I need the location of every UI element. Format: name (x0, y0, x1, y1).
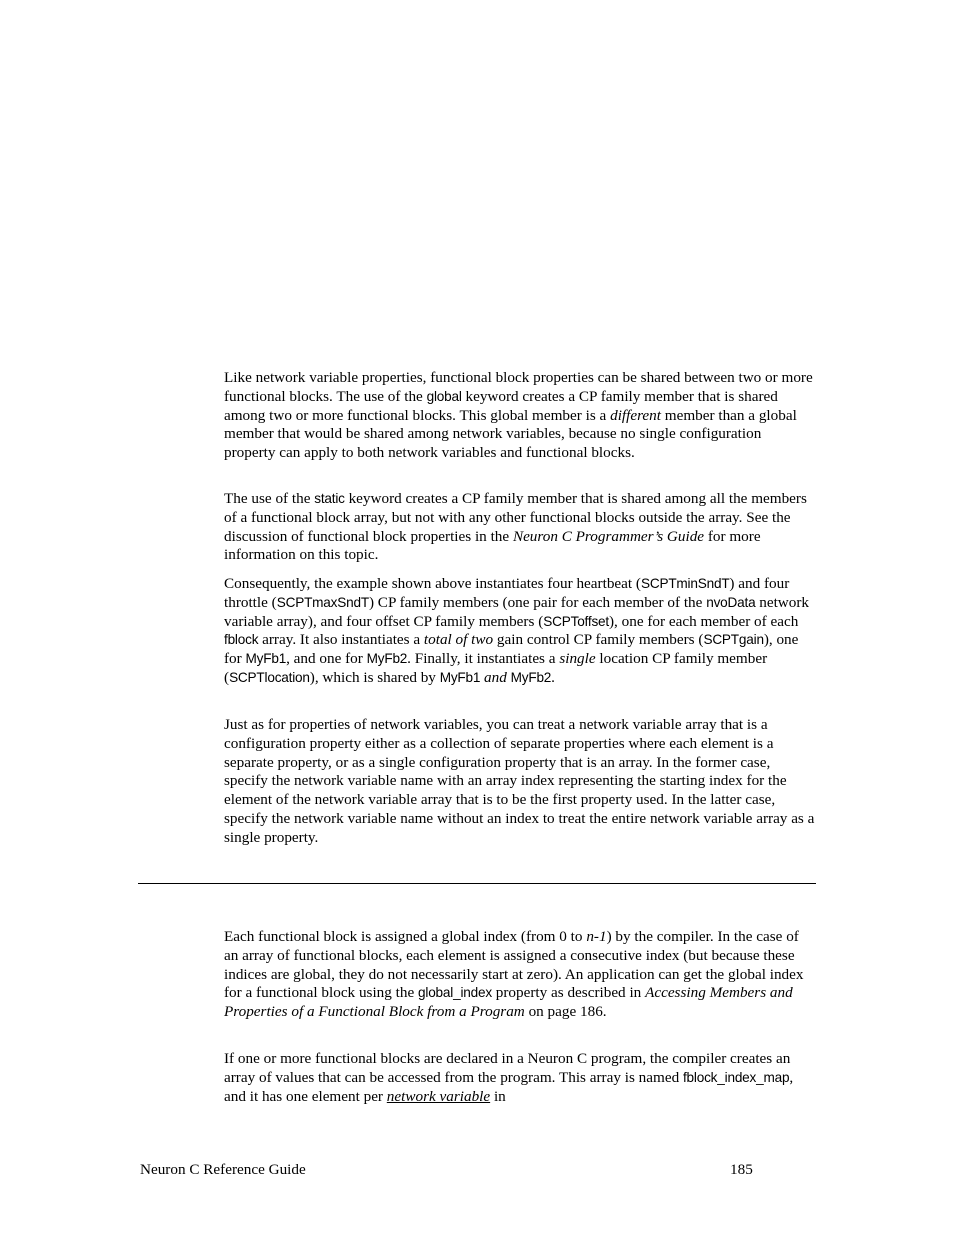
keyword: global_index (418, 985, 492, 1001)
keyword: MyFb1 (439, 669, 481, 685)
keyword: fblock_index_map (682, 1069, 790, 1085)
text: The use of the (224, 490, 315, 507)
book-title: Neuron C Programmer’s Guide (512, 527, 705, 545)
keyword: fblock (224, 632, 259, 648)
paragraph-array-property (224, 716, 816, 848)
emphasis: single (559, 650, 596, 668)
paragraph-static-keyword (224, 490, 816, 565)
paragraph-example-instantiation (224, 575, 816, 688)
keyword: MyFb2 (510, 669, 552, 685)
text: on page 186. (524, 1003, 607, 1021)
text: for more information on this topic. (224, 527, 761, 564)
keyword: nvoData (706, 594, 756, 610)
keyword-static: static (314, 491, 345, 506)
keyword: MyFb1 (245, 651, 287, 667)
emphasis: total of two (423, 631, 494, 649)
text: gain control CP family members ( (493, 631, 704, 649)
cross-reference: Accessing Members and Properties of a Functional Block from a Program (224, 984, 793, 1021)
keyword: SCPTmaxSndT (276, 594, 369, 610)
text: property as described in (491, 984, 646, 1002)
emphasis: n-1 (586, 928, 607, 945)
text: If one or more functional blocks are declared in a Neuron C program, the compiler creates an array of values that can be accessed from the program. This array is named (224, 1050, 791, 1086)
text: ) by the compiler. In the case of an array of functional blocks, each element is assigned a consecutive index (but because these indices are global, they do not necessarily start at zero). An application can get the global index for a functional block using the (224, 928, 804, 1002)
text: . Finally, it instantiates a (407, 650, 560, 668)
text: ) CP family members (one pair for each member of the (368, 593, 707, 611)
page-number: 185 (730, 1161, 753, 1178)
keyword: SCPToffset (543, 613, 609, 629)
text: , and one for (286, 650, 367, 668)
keyword: MyFb2 (366, 651, 408, 667)
section-divider (138, 883, 816, 884)
paragraph-global-keyword (224, 369, 816, 463)
text: Like network variable properties, functional block properties can be shared between two or more functional blocks. The use of the (224, 369, 813, 405)
text: ), one for (224, 631, 799, 668)
paragraph-global-index (224, 928, 816, 1022)
text: array. It also instantiates a (258, 631, 424, 649)
text: keyword creates a CP family member that is shared among two or more functional blocks. This global member is a (224, 387, 778, 424)
text: ) and four throttle ( (224, 575, 790, 611)
text: ), one for each member of each (609, 612, 799, 630)
text: Each functional block is assigned a global index (from 0 to (224, 928, 587, 945)
text: Consequently, the example shown above instantiates four heartbeat ( (224, 575, 641, 592)
text: network variable array), and four offset CP family members ( (224, 593, 810, 630)
text: member than a global member that would be shared among network variables, because no single configuration property can apply to both network variables and functional blocks. (224, 406, 797, 462)
emphasis: and (480, 668, 511, 686)
text: ), which is shared by (309, 668, 440, 686)
footer-title: Neuron C Reference Guide (140, 1161, 306, 1178)
keyword: SCPTgain (703, 632, 764, 648)
hyperlink-network-variable[interactable]: network variable (386, 1087, 491, 1105)
paragraph-fblock-index-map (224, 1050, 816, 1106)
text: keyword creates a CP family member that is shared among all the members of a functional block array, but not with any other functional blocks outside the array. See the discussion of functional block properties in the (224, 490, 807, 545)
text: in (490, 1087, 506, 1105)
text: . (551, 668, 555, 686)
text: Just as for properties of network variables, you can treat a network variable array that is a configuration property either as a collection of separate properties where each element is a separate property, or as a single configuration property that is an array. In the former case, specify the network variable name with an array index representing the starting index for the element of the network variable array that is to be the first property used. In the latter case, specify the network variable name without an index to treat the entire network variable array as a single property. (224, 716, 815, 846)
keyword-global: global (426, 388, 462, 404)
emphasis: different (610, 406, 661, 424)
text: , and it has one element per (224, 1068, 794, 1105)
text: location CP family member ( (224, 650, 768, 686)
keyword: SCPTminSndT (640, 576, 730, 591)
keyword: SCPTlocation (229, 669, 310, 685)
